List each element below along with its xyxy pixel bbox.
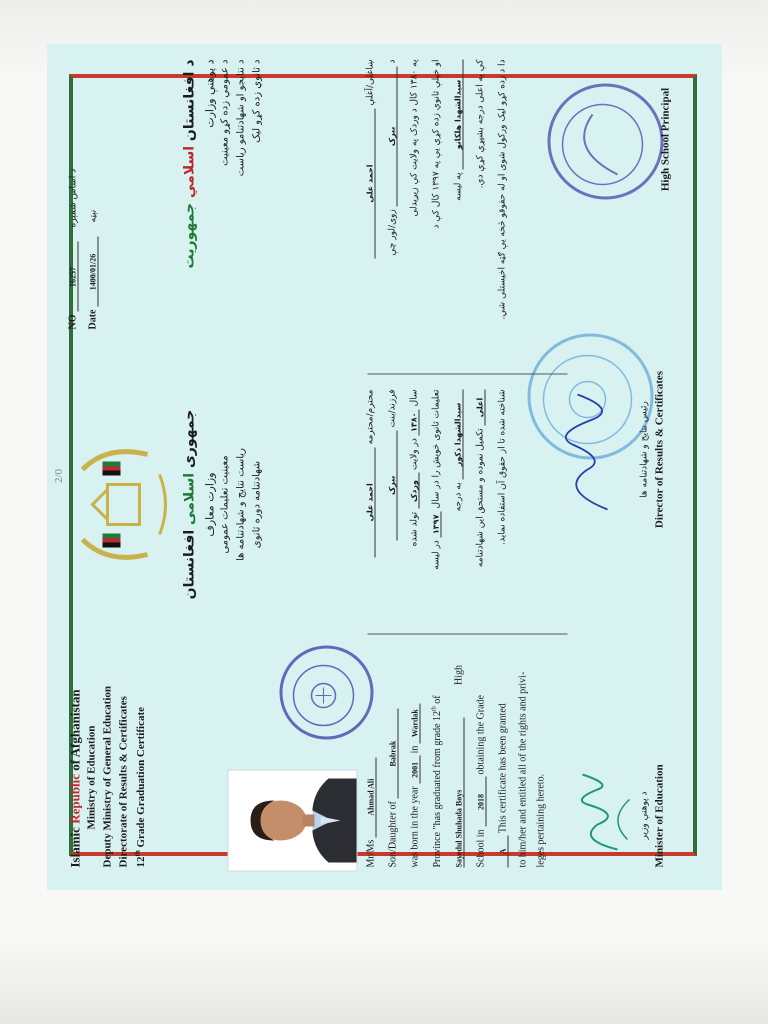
divider-left [368, 634, 568, 635]
english-father-line: Son/Daughter of Babrak [388, 709, 399, 868]
certificate-number: NO 16257 د اساس شمېره [67, 168, 79, 330]
persian-directorate: ریاست نتایج و شهادتنامه ها [235, 448, 247, 561]
pashto-line-3: په ۱۳۸۰ کال د وردک په ولایت کې زیږیدلی [409, 59, 420, 217]
certificate-date: Date 1400/01/26 نېټه [87, 209, 99, 330]
pashto-line-5: سیدالشهدا هلکانو په لیسه [454, 60, 464, 360]
minister-signature [568, 770, 638, 860]
persian-line-5: سیدالشهدا ذکور به درجه [454, 390, 464, 620]
director-title-fa: رئیس نتایج و شهادتنامه ها [639, 401, 650, 498]
pashto-deputy: د عمومي زده کړو معینیت [219, 59, 231, 166]
handwritten-note: 2/0 [53, 468, 66, 484]
english-certificate-title: 12th Grade Graduation Certificate [133, 706, 148, 868]
student-photo [228, 770, 358, 872]
pashto-line-7: دا د زده کړو لیک ورکول شوی او له حقوقو څخه یې ګټه اخیستلی شي. [497, 59, 508, 320]
certificate-content [48, 44, 723, 890]
english-rights-line-2: leges pertaining hereto. [535, 773, 547, 868]
english-rights-line: to him/her and entitled all of the rights and privi- [517, 671, 529, 868]
persian-country-title: جمهوری اسلامی افغانستان [181, 409, 198, 600]
pashto-line-6: کې په اعلی درجه بشپړې کړې دي. [475, 59, 486, 189]
persian-certificate-title: شهادتنامه دوره ثانوی [251, 460, 263, 549]
english-directorate: Directorate of Results & Certificates [117, 696, 130, 868]
persian-line-3: سال ۱۳۸۰ در ولایت وردک تولد شده [409, 389, 420, 547]
pashto-line-2: د ببرک زوی/لور چې [387, 59, 398, 256]
seal-stamp-right [548, 84, 664, 200]
persian-deputy: معینیت تعلیمات عمومی [219, 455, 231, 554]
persian-line-2: فرزند/بنت ببرک [388, 390, 398, 620]
persian-line-1: محترم/محترمه احمد علی [366, 390, 376, 620]
principal-title: High School Principal [659, 87, 672, 192]
persian-ministry: وزارت معارف [203, 472, 217, 537]
minister-title-fa: د پوهنې وزیر [639, 791, 650, 840]
english-name-line: Mr/Ms Ahmad Ali [366, 757, 377, 867]
divider-right [368, 374, 568, 375]
pashto-certificate-title: د ثانوي زده کړو لیک [251, 59, 263, 143]
english-grade-line: A This certificate has been granted [498, 703, 509, 867]
english-graduation-line: Province "has graduated from grade 12th of [431, 695, 443, 868]
persian-line-7: شناخته شده تا از حقوق آن استفاده نماید. [497, 389, 508, 545]
pashto-country-title: د افغانستان اسلامي جمهوریت [181, 59, 198, 269]
director-signature [548, 390, 628, 520]
english-year-line: School in 2018 obtaining the Grade [475, 695, 487, 868]
pashto-ministry: د پوهنې وزارت [203, 59, 217, 128]
seal-stamp-left [280, 646, 374, 740]
english-school-line: Sayedul Shuhada Boys High [453, 665, 465, 868]
persian-line-6: اعلی تکمیل نموده و مستحق این شهادتنامه [476, 390, 486, 620]
english-birth-line: was born in the year 2001 in Wardak [410, 703, 421, 867]
pashto-directorate: د نتایجو او شهادتنامو ریاست [235, 59, 247, 177]
minister-title: Minister of Education [653, 764, 666, 868]
english-deputy-ministry: Deputy Ministry of General Education [101, 686, 114, 868]
persian-line-4: تعلیمات ثانوی خویش را در سال ۱۳۹۷ در لیسه [431, 389, 442, 570]
pashto-line-4: او خپلې ثانوي زده کړې یې په ۱۳۹۷ کال کې د [431, 59, 442, 229]
certificate-sheet [47, 44, 722, 890]
pashto-line-1: ښاغلی/آغلې احمد علی [366, 60, 376, 360]
director-title: Director of Results & Certificates [653, 370, 666, 529]
english-ministry: Ministry of Education [85, 725, 98, 830]
english-country-title: Islamic Republic of Afghanistan [67, 689, 83, 868]
national-emblem [68, 440, 178, 570]
